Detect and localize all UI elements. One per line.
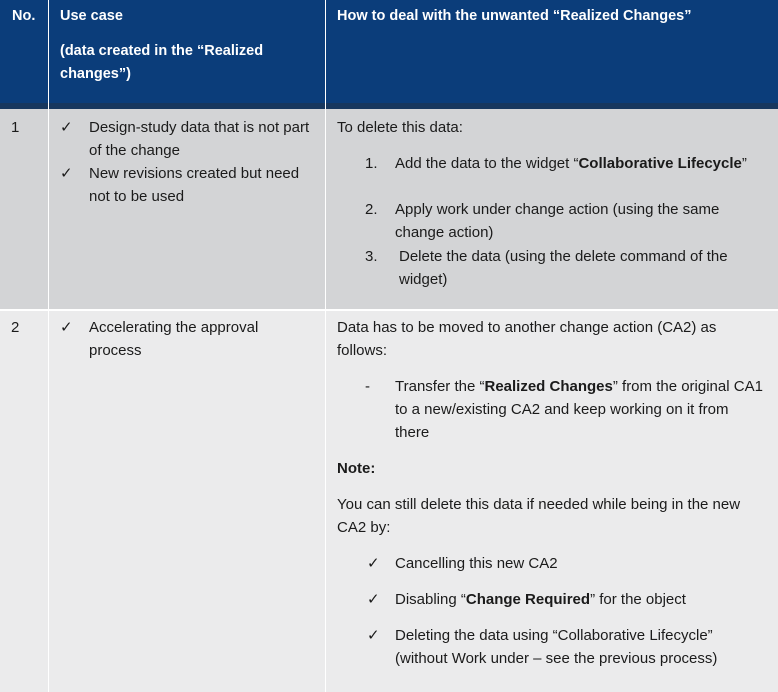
check-icon: ✓ bbox=[60, 319, 73, 336]
check-icon: ✓ bbox=[60, 119, 73, 136]
header-no: No. bbox=[12, 8, 36, 24]
check-icon: ✓ bbox=[367, 555, 380, 572]
step-number: 2. bbox=[365, 201, 378, 218]
step-item: Add the data to the widget “Collaborative Lifecycle” bbox=[395, 155, 747, 172]
row-intro: To delete this data: bbox=[337, 119, 463, 136]
row-number: 1 bbox=[11, 119, 20, 136]
header-use-case-sub: (data created in the “Realized changes”) bbox=[60, 43, 264, 82]
step-number: 1. bbox=[365, 155, 378, 172]
dash-item: Transfer the “Realized Changes” from the original CA1 to a new/existing CA2 and keep working on it from there bbox=[395, 378, 763, 441]
note-label: Note: bbox=[337, 460, 376, 477]
column-divider bbox=[48, 0, 49, 692]
note-item: Deleting the data using “Collaborative Lifecycle” (without Work under – see the previous process) bbox=[395, 627, 718, 667]
step-item: Apply work under change action (using the same change action) bbox=[395, 201, 720, 241]
use-case-item: Accelerating the approval process bbox=[89, 319, 259, 359]
row-divider bbox=[0, 309, 778, 311]
dash-marker: - bbox=[365, 378, 370, 395]
step-item: Delete the data (using the delete command of the widget) bbox=[399, 248, 728, 288]
header-how-to: How to deal with the unwanted “Realized Changes” bbox=[337, 8, 692, 24]
note-text: You can still delete this data if needed while being in the new CA2 by: bbox=[337, 496, 741, 536]
note-item: Cancelling this new CA2 bbox=[395, 555, 558, 572]
check-icon: ✓ bbox=[60, 165, 73, 182]
row-number: 2 bbox=[11, 319, 20, 336]
step-number: 3. bbox=[365, 248, 378, 265]
use-case-item: Design-study data that is not part of the change bbox=[89, 119, 310, 159]
check-icon: ✓ bbox=[367, 627, 380, 644]
note-item: Disabling “Change Required” for the object bbox=[395, 591, 686, 608]
header-use-case: Use case bbox=[60, 8, 123, 24]
column-divider bbox=[325, 0, 326, 692]
use-case-item: New revisions created but need not to be used bbox=[89, 165, 300, 205]
check-icon: ✓ bbox=[367, 591, 380, 608]
row-intro: Data has to be moved to another change action (CA2) as follows: bbox=[337, 319, 717, 359]
